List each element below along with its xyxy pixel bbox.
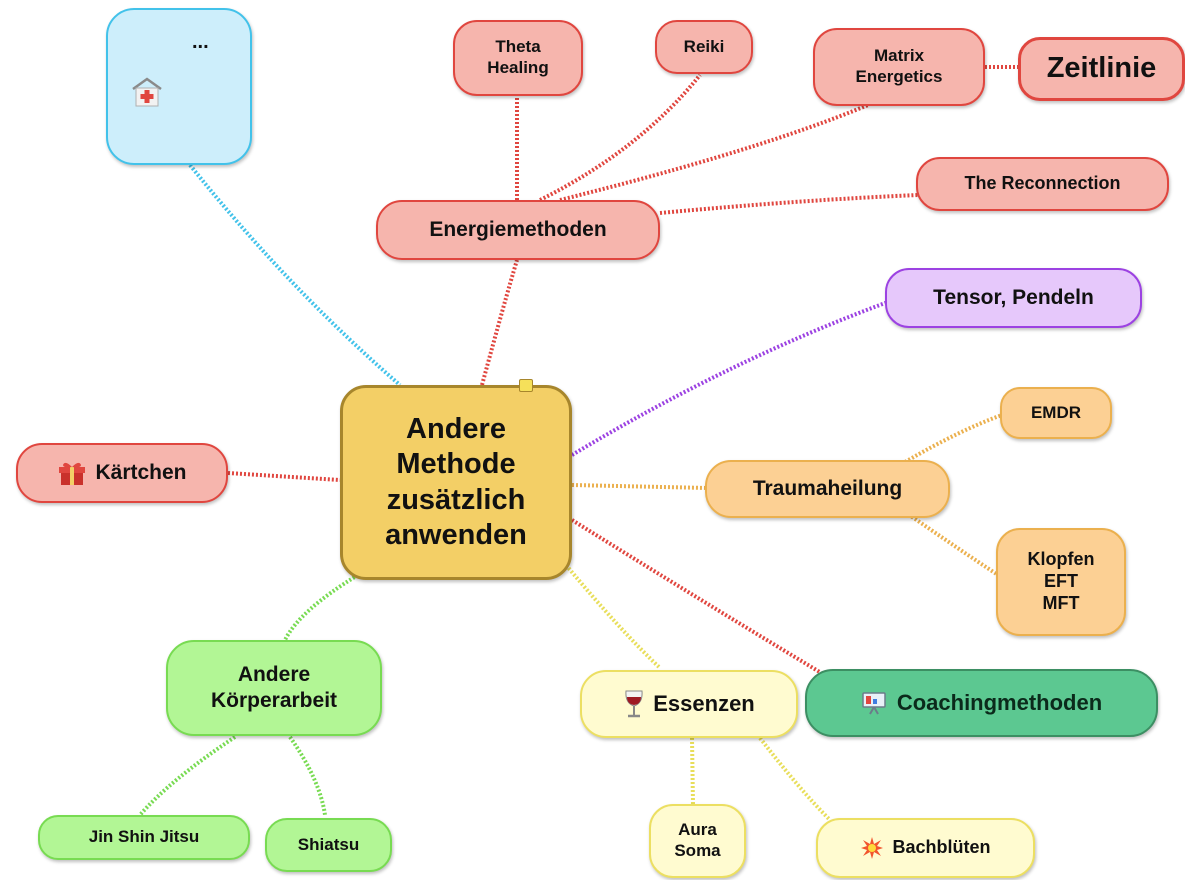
topic-reiki-label: Reiki [683, 36, 725, 56]
topic-zeitlinie-label: Zeitlinie [1046, 52, 1157, 85]
link-center-kaertchen [228, 473, 340, 480]
link-koerper-jin [140, 737, 235, 815]
topic-coachingmethoden[interactable] [805, 669, 1158, 737]
topic-andere-koerperarbeit-label: Andere Körperarbeit [210, 663, 338, 712]
topic-zeitlinie[interactable] [1018, 37, 1185, 101]
link-essenzen-bach [760, 738, 830, 820]
topic-matrix-energetics[interactable] [813, 28, 985, 106]
central-topic-label: Andere Methode zusätzlich anwenden [385, 412, 527, 551]
topic-jin-shin-jitsu[interactable] [38, 815, 250, 860]
topic-misc-label: ... [192, 31, 209, 53]
gift-icon [57, 460, 87, 486]
topic-aura-soma-label: Aura Soma [674, 820, 721, 860]
topic-shiatsu-label: Shiatsu [297, 834, 360, 854]
hospital-icon [130, 76, 164, 114]
link-center-misc [190, 165, 400, 385]
link-center-coaching [572, 520, 828, 677]
topic-tensor-pendeln-label: Tensor, Pendeln [933, 286, 1094, 310]
flower-burst-icon [860, 836, 884, 860]
topic-the-reconnection[interactable] [916, 157, 1169, 211]
link-trauma-emdr [905, 415, 1002, 462]
topic-matrix-energetics-label: Matrix Energetics [855, 46, 943, 86]
topic-coachingmethoden-label: Coachingmethoden [896, 689, 1103, 715]
topic-traumaheilung-label: Traumaheilung [752, 477, 903, 501]
topic-energiemethoden-label: Energiemethoden [429, 218, 607, 242]
topic-jin-shin-jitsu-label: Jin Shin Jitsu [88, 827, 200, 847]
link-essenzen-aura [692, 738, 693, 805]
central-topic[interactable] [340, 385, 572, 580]
topic-aura-soma[interactable] [649, 804, 746, 878]
link-center-energie [482, 260, 517, 385]
topic-essenzen[interactable] [580, 670, 798, 738]
link-energie-reconnection [660, 195, 918, 213]
topic-klopfen-eft-mft-label: Klopfen EFT MFT [1027, 549, 1095, 613]
note-marker-icon[interactable] [519, 379, 533, 392]
link-energie-matrix [560, 105, 868, 200]
link-center-tensor [572, 302, 888, 455]
topic-essenzen-label: Essenzen [653, 690, 755, 716]
topic-emdr-label: EMDR [1030, 402, 1082, 422]
link-center-trauma [572, 485, 708, 488]
topic-kaertchen-label: Kärtchen [95, 461, 187, 485]
link-koerper-shiatsu [290, 737, 325, 815]
topic-theta-healing[interactable] [453, 20, 583, 96]
topic-emdr[interactable] [1000, 387, 1112, 439]
topic-bachblueten[interactable] [816, 818, 1035, 878]
topic-theta-healing-label: Theta Healing [487, 37, 549, 77]
topic-traumaheilung[interactable] [705, 460, 950, 518]
link-center-koerper [285, 575, 358, 640]
topic-the-reconnection-label: The Reconnection [964, 173, 1121, 194]
topic-klopfen-eft-mft[interactable] [996, 528, 1126, 636]
topic-tensor-pendeln[interactable] [885, 268, 1142, 328]
topic-andere-koerperarbeit[interactable] [166, 640, 382, 736]
link-center-essenzen [566, 565, 660, 668]
link-trauma-klopfen [905, 512, 998, 575]
topic-bachblueten-label: Bachblüten [892, 837, 991, 858]
topic-misc[interactable] [106, 8, 252, 165]
topic-reiki[interactable] [655, 20, 753, 74]
topic-kaertchen[interactable] [16, 443, 228, 503]
topic-shiatsu[interactable] [265, 818, 392, 872]
wine-glass-icon [623, 689, 645, 719]
presentation-board-icon [861, 691, 889, 715]
topic-energiemethoden[interactable] [376, 200, 660, 260]
